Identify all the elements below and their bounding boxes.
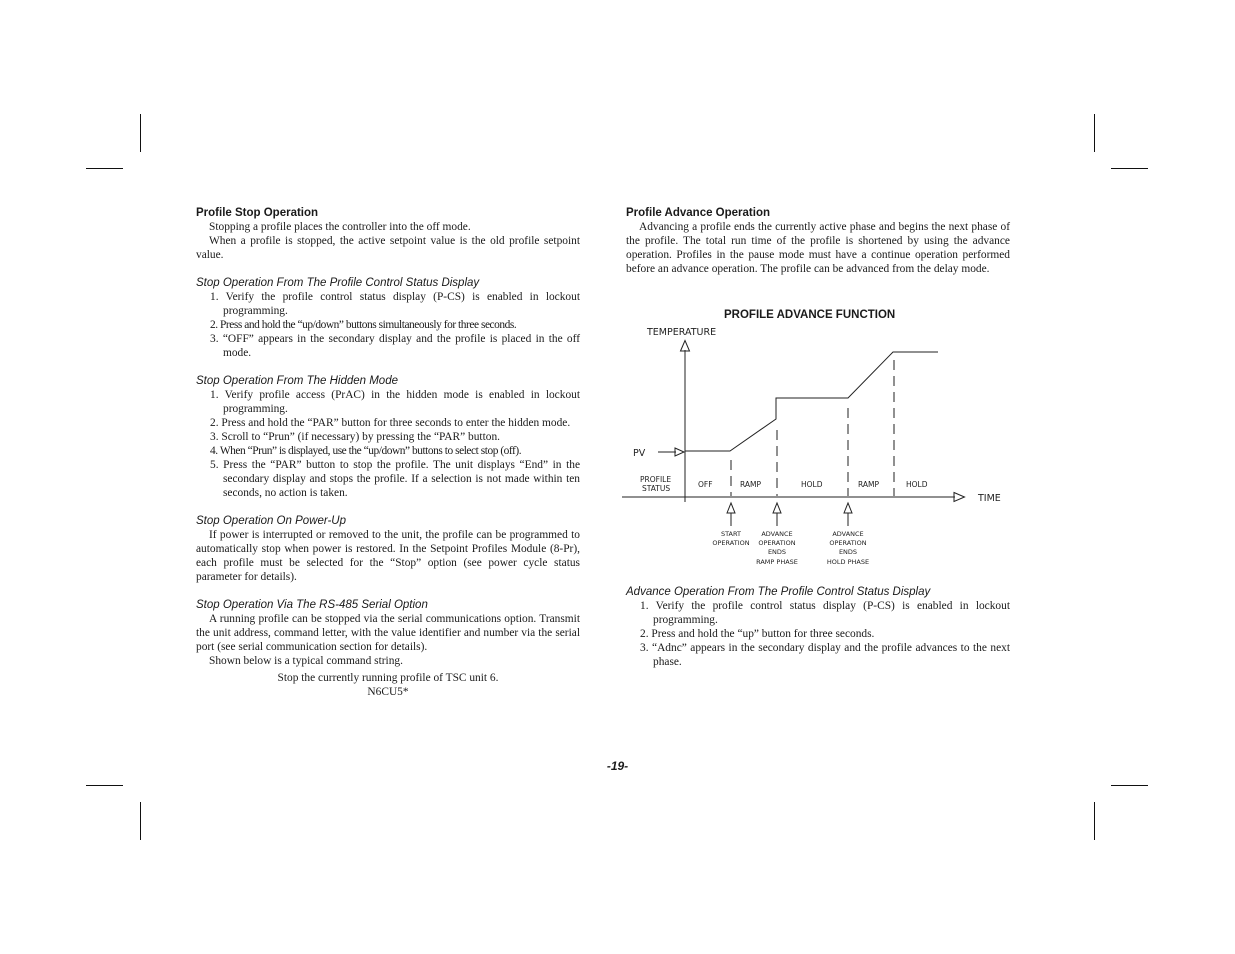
list-item: 3. “Adnc” appears in the secondary display and the profile advances to the next phase. <box>640 642 1010 668</box>
time-label: TIME <box>978 493 1001 504</box>
stop-pcs-heading: Stop Operation From The Profile Control Status Display <box>196 277 480 289</box>
list-item: 3. “OFF” appears in the secondary display and the profile is placed in the off mode. <box>210 333 580 359</box>
phase-ramp-label: RAMP <box>858 480 880 489</box>
advance-ramp-label: RAMP PHASE <box>756 558 798 566</box>
list-item: 3. Scroll to “Prun” (if necessary) by pressing the “PAR” button. <box>210 431 500 443</box>
command-caption: Stop the currently running profile of TSC unit 6. <box>277 672 499 684</box>
stop-power-heading: Stop Operation On Power-Up <box>196 515 347 527</box>
axis-arrow-right <box>954 493 965 502</box>
advance-ramp-label: ADVANCE <box>761 530 793 538</box>
diagram-title: PROFILE ADVANCE FUNCTION <box>724 309 896 321</box>
advance-ramp-label: OPERATION <box>758 539 796 547</box>
crop-mark <box>1111 168 1148 169</box>
profile-curve <box>685 352 938 451</box>
advance-paragraph: Advancing a profile ends the currently active phase and begins the next phase of the profile. The total run time of the profile is shortened by using the advance operation. Profiles in the pause mode must have a continue operation performed before an advance operation. The profile can be advanced from the delay mode. <box>626 221 1010 275</box>
event-arrowhead <box>773 503 781 513</box>
start-operation-label: OPERATION <box>712 539 750 547</box>
stop-serial-heading: Stop Operation Via The RS-485 Serial Option <box>196 599 428 611</box>
list-item: 1. Verify profile access (PrAC) in the hidden mode is enabled in lockout programming. <box>210 389 580 415</box>
start-operation-label: START <box>720 530 742 538</box>
advance-hold-label: ENDS <box>838 548 858 556</box>
power-paragraph: If power is interrupted or removed to the unit, the profile can be programmed to automatically stop when power is restored. In the Setpoint Profiles Module (8-Pr), each profile must be selected for the “Stop” option (see power cycle status parameter for details). <box>196 529 580 583</box>
list-item: 1. Verify the profile control status display (P-CS) is enabled in lockout programming. <box>640 600 1010 626</box>
crop-mark <box>140 114 141 152</box>
pv-label: PV <box>633 448 646 459</box>
phase-hold-label: HOLD <box>801 480 823 489</box>
event-arrowhead <box>727 503 735 513</box>
stop-pcs-list <box>196 290 580 360</box>
axis-arrow-up <box>681 341 690 352</box>
pv-arrowhead <box>675 448 684 456</box>
crop-mark <box>1111 785 1148 786</box>
command-string: N6CU5* <box>367 686 409 698</box>
list-item: 2. Press and hold the “up” button for three seconds. <box>640 628 875 640</box>
crop-mark <box>1094 114 1095 152</box>
crop-mark <box>86 168 123 169</box>
stop-hidden-list <box>196 388 580 500</box>
temperature-label: TEMPERATURE <box>647 327 717 338</box>
profile-advance-diagram <box>620 320 1020 570</box>
phase-off-label: OFF <box>698 480 713 489</box>
advance-hold-label: OPERATION <box>829 539 867 547</box>
crop-mark <box>1094 802 1095 840</box>
phase-ramp-label: RAMP <box>740 480 762 489</box>
left-column <box>196 206 580 699</box>
advance-pcs-section <box>626 585 1010 669</box>
event-arrowhead <box>844 503 852 513</box>
stop-paragraph-1: Stopping a profile places the controller into the off mode. <box>209 221 471 233</box>
list-item: 1. Verify the profile control status display (P-CS) is enabled in lockout programming. <box>210 291 580 317</box>
right-column <box>626 206 1010 276</box>
stop-hidden-heading: Stop Operation From The Hidden Mode <box>196 375 398 387</box>
crop-mark <box>140 802 141 840</box>
page-number: -19- <box>606 759 629 773</box>
serial-paragraph-1: A running profile can be stopped via the serial communications option. Transmit the unit address, command letter, with the value identifier and number via the serial port (see serial communication section for details). <box>196 613 580 653</box>
advance-hold-label: ADVANCE <box>832 530 864 538</box>
list-item: 2. Press and hold the “PAR” button for three seconds to enter the hidden mode. <box>210 417 571 429</box>
advance-hold-label: HOLD PHASE <box>826 558 870 566</box>
profile-stop-heading: Profile Stop Operation <box>196 207 319 219</box>
serial-paragraph-2: Shown below is a typical command string. <box>209 655 403 667</box>
stop-paragraph-2: When a profile is stopped, the active setpoint value is the old profile setpoint value. <box>196 235 580 261</box>
advance-ramp-label: ENDS <box>767 548 787 556</box>
list-item: 2. Press and hold the “up/down” buttons simultaneously for three seconds. <box>210 319 517 331</box>
list-item: 4. When “Prun” is displayed, use the “up/down” buttons to select stop (off). <box>210 445 522 457</box>
list-item: 5. Press the “PAR” button to stop the profile. The unit displays “End” in the secondary display and stops the profile. If a selection is not made within ten seconds, no action is taken. <box>210 459 580 499</box>
phase-hold-label: HOLD <box>906 480 928 489</box>
advance-pcs-list <box>626 599 1010 669</box>
profile-advance-heading: Profile Advance Operation <box>626 207 770 219</box>
crop-mark <box>86 785 123 786</box>
advance-pcs-heading: Advance Operation From The Profile Control Status Display <box>626 586 931 598</box>
profile-status-label: STATUS <box>642 484 671 493</box>
profile-status-label: PROFILE <box>640 475 672 484</box>
